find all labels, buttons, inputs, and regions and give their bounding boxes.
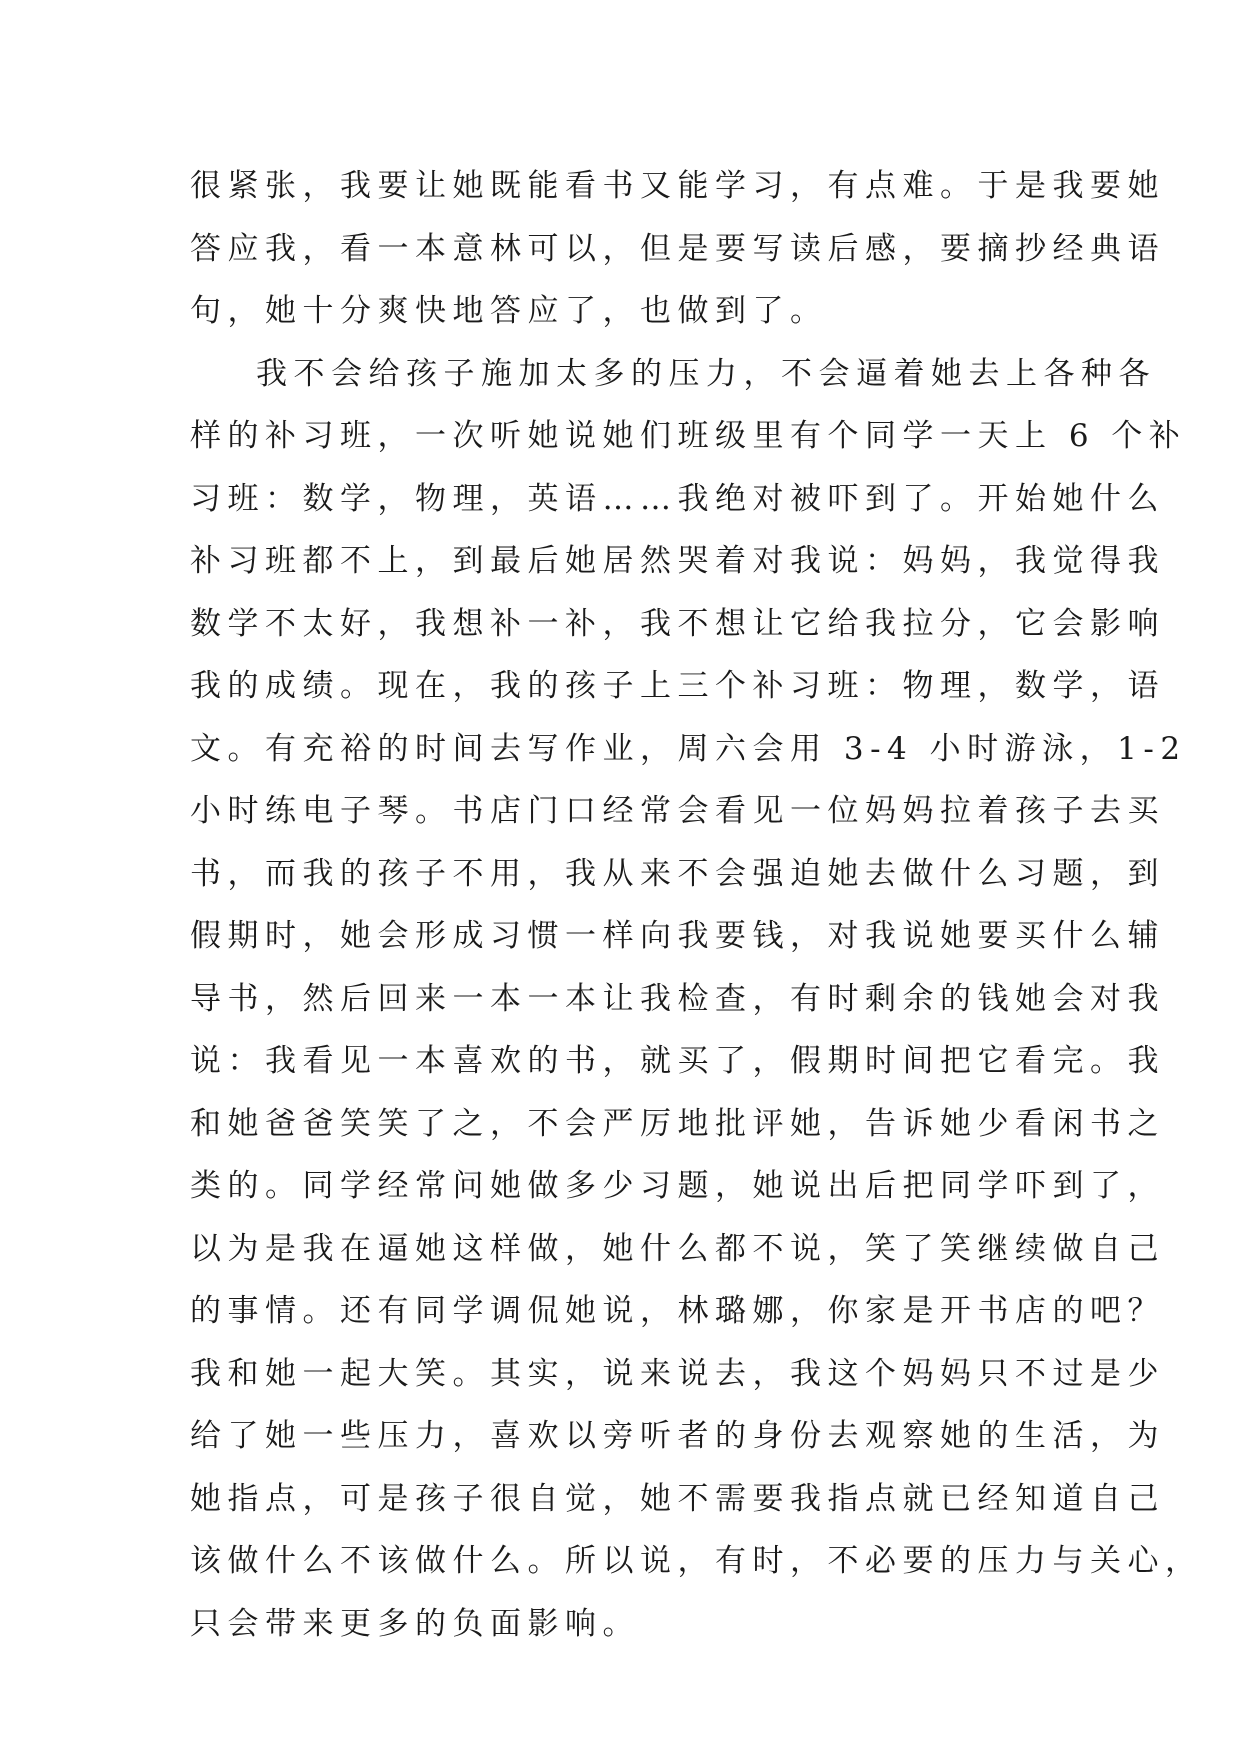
text-line: 小时练电子琴。书店门口经常会看见一位妈妈拉着孩子去买 — [190, 793, 1165, 829]
text-line: 以为是我在逼她这样做，她什么都不说，笑了笑继续做自己 — [190, 1230, 1165, 1267]
text-line: 答应我，看一本意林可以，但是要写读后感，要摘抄经典语 — [190, 230, 1165, 267]
paragraph — [190, 343, 1203, 1656]
text-line: 和她爸爸笑笑了之，不会严厉地批评她，告诉她少看闲书之 — [190, 1105, 1165, 1142]
text-line: 很紧张，我要让她既能看书又能学习，有点难。于是我要她 — [190, 168, 1165, 204]
text-line: 只会带来更多的负面影响。 — [190, 1605, 640, 1642]
text-line: 给了她一些压力，喜欢以旁听者的身份去观察她的生活，为 — [190, 1418, 1165, 1454]
text-line: 我的成绩。现在，我的孩子上三个补习班：物理，数学，语 — [190, 668, 1165, 704]
text-line: 导书，然后回来一本一本让我检查，有时剩余的钱她会对我 — [190, 980, 1165, 1017]
text-line: 我和她一起大笑。其实，说来说去，我这个妈妈只不过是少 — [190, 1355, 1165, 1392]
text-line: 该做什么不该做什么。所以说，有时，不必要的压力与关心， — [190, 1543, 1203, 1579]
text-line: 假期时，她会形成习惯一样向我要钱，对我说她要买什么辅 — [190, 918, 1165, 954]
text-line: 数学不太好，我想补一补，我不想让它给我拉分，它会影响 — [190, 605, 1165, 642]
text-line: 书，而我的孩子不用，我从来不会强迫她去做什么习题，到 — [190, 855, 1165, 892]
text-line: 样的补习班，一次听她说她们班级里有个同学一天上 6 个补 — [190, 418, 1187, 454]
text-line: 说：我看见一本喜欢的书，就买了，假期时间把它看完。我 — [190, 1043, 1165, 1079]
text-line: 的事情。还有同学调侃她说，林璐娜，你家是开书店的吧？ — [190, 1293, 1165, 1329]
text-line: 习班：数学，物理，英语……我绝对被吓到了。开始她什么 — [190, 480, 1165, 517]
text-line: 文。有充裕的时间去写作业，周六会用 3-4 小时游泳，1-2 — [190, 730, 1187, 767]
text-line: 句，她十分爽快地答应了，也做到了。 — [190, 293, 828, 329]
document-body — [190, 155, 1203, 1655]
text-line: 我不会给孩子施加太多的压力，不会逼着她去上各种各 — [256, 355, 1156, 392]
text-line: 补习班都不上，到最后她居然哭着对我说：妈妈，我觉得我 — [190, 543, 1165, 579]
paragraph — [190, 155, 1165, 343]
text-line: 她指点，可是孩子很自觉，她不需要我指点就已经知道自己 — [190, 1480, 1165, 1517]
text-line: 类的。同学经常问她做多少习题，她说出后把同学吓到了， — [190, 1168, 1165, 1204]
